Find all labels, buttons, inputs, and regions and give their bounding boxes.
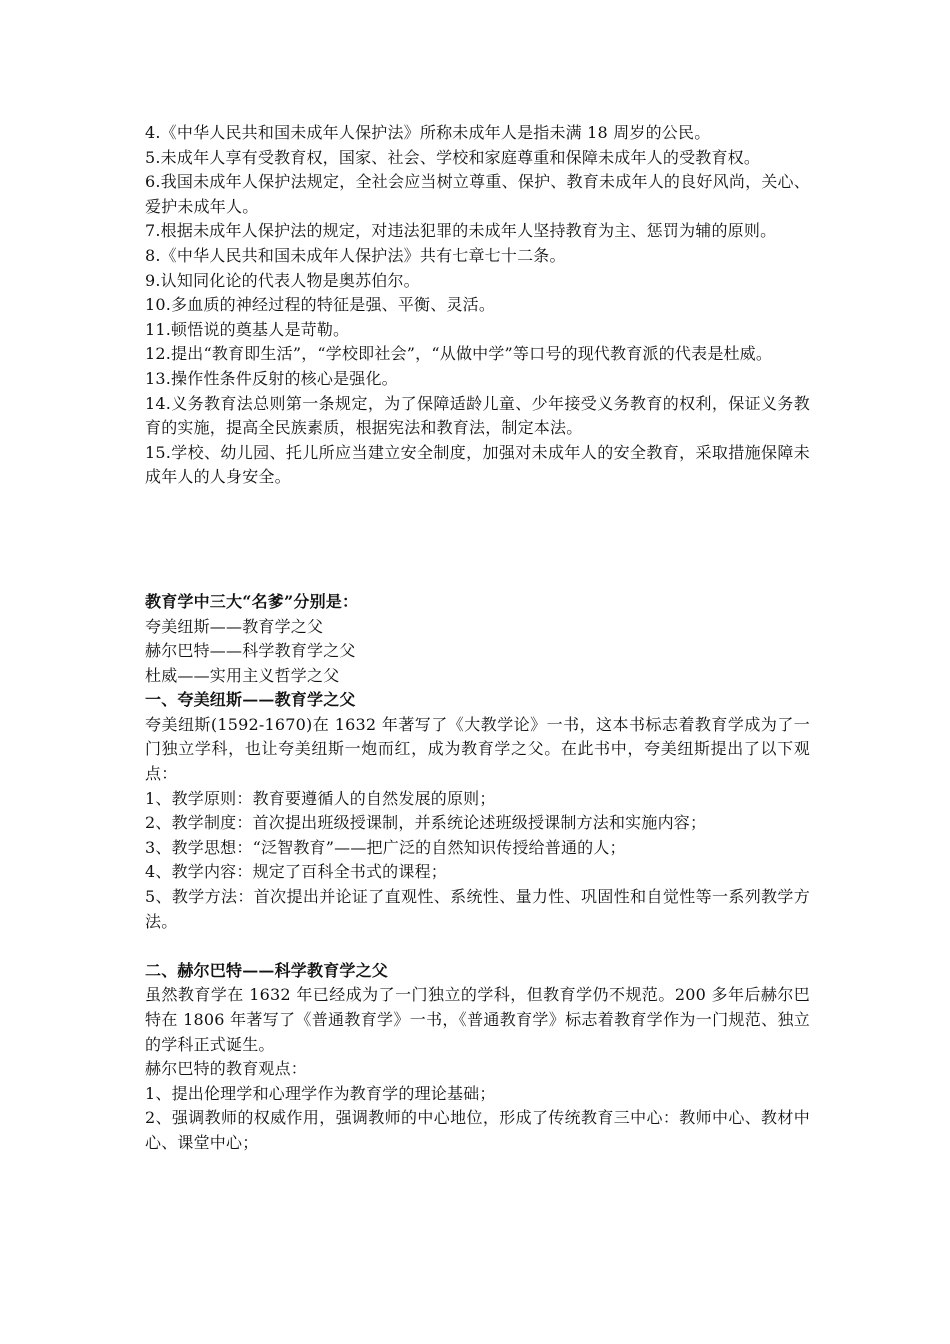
section1-point: 4、教学内容：规定了百科全书式的课程；	[145, 862, 447, 882]
three-fathers-line: 夸美纽斯——教育学之父	[145, 616, 324, 636]
three-fathers-line: 杜威——实用主义哲学之父	[145, 665, 340, 685]
three-fathers-line: 赫尔巴特——科学教育学之父	[145, 641, 356, 661]
list-item: 12.提出“教育即生活”，“学校即社会”，“从做中学”等口号的现代教育派的代表是杜威。	[145, 344, 773, 364]
section1-point: 1、教学原则：教育要遵循人的自然发展的原则；	[145, 788, 496, 808]
list-item: 11.顿悟说的奠基人是苛勒。	[145, 319, 350, 339]
section1-heading: 一、夸美纽斯——教育学之父	[145, 690, 356, 710]
list-item: 10.多血质的神经过程的特征是强、平衡、灵活。	[145, 295, 496, 315]
section2-intro: 虽然教育学在 1632 年已经成为了一门独立的学科，但教育学仍不规范。200 多年后赫尔巴特在 1806 年著写了《普通教育学》一书，《普通教育学》标志着教育学作为一门规范、独立的学科正式诞生。	[145, 985, 810, 1054]
list-item: 5.未成年人享有受教育权，国家、社会、学校和家庭尊重和保障未成年人的受教育权。	[145, 147, 761, 167]
section2-point: 1、提出伦理学和心理学作为教育学的理论基础；	[145, 1083, 496, 1103]
list-item: 7.根据未成年人保护法的规定，对违法犯罪的未成年人坚持教育为主、惩罚为辅的原则。	[145, 221, 777, 241]
spacer	[145, 490, 810, 590]
list-item: 13.操作性条件反射的核心是强化。	[145, 368, 398, 388]
three-fathers-heading: 教育学中三大“名爹”分别是：	[145, 591, 359, 611]
section2-point: 2、强调教师的权威作用，强调教师的中心地位，形成了传统教育三中心：教师中心、教材中心、课堂中心；	[145, 1108, 810, 1152]
list-item: 4.《中华人民共和国未成年人保护法》所称未成年人是指未满 18 周岁的公民。	[145, 123, 711, 142]
section1-intro: 夸美纽斯(1592-1670)在 1632 年著写了《大教学论》一书，这本书标志着教育学成为了一门独立学科，也让夸美纽斯一炮而红，成为教育学之父。在此书中，夸美纽斯提出了以下观点：	[145, 714, 810, 784]
section2-subheading: 赫尔巴特的教育观点：	[145, 1059, 308, 1079]
list-item: 8.《中华人民共和国未成年人保护法》共有七章七十二条。	[145, 245, 566, 265]
spacer	[145, 934, 810, 959]
document-body	[145, 121, 810, 1156]
section1-point: 5、教学方法：首次提出并论证了直观性、系统性、量力性、巩固性和自觉性等一系列教学方法。	[145, 887, 810, 931]
section2-heading: 二、赫尔巴特——科学教育学之父	[145, 960, 389, 980]
section1-point: 2、教学制度：首次提出班级授课制，并系统论述班级授课制方法和实施内容；	[145, 813, 707, 833]
list-item: 15.学校、幼儿园、托儿所应当建立安全制度，加强对未成年人的安全教育，采取措施保障未成年人的人身安全。	[145, 442, 810, 487]
list-item: 6.我国未成年人保护法规定，全社会应当树立尊重、保护、教育未成年人的良好风尚，关心、爱护未成年人。	[145, 172, 810, 216]
list-item: 14.义务教育法总则第一条规定，为了保障适龄儿童、少年接受义务教育的权利，保证义务教育的实施，提高全民族素质，根据宪法和教育法，制定本法。	[145, 393, 810, 438]
section1-point: 3、教学思想：“泛智教育”——把广泛的自然知识传授给普通的人；	[145, 837, 626, 857]
list-item: 9.认知同化论的代表人物是奥苏伯尔。	[145, 270, 420, 290]
